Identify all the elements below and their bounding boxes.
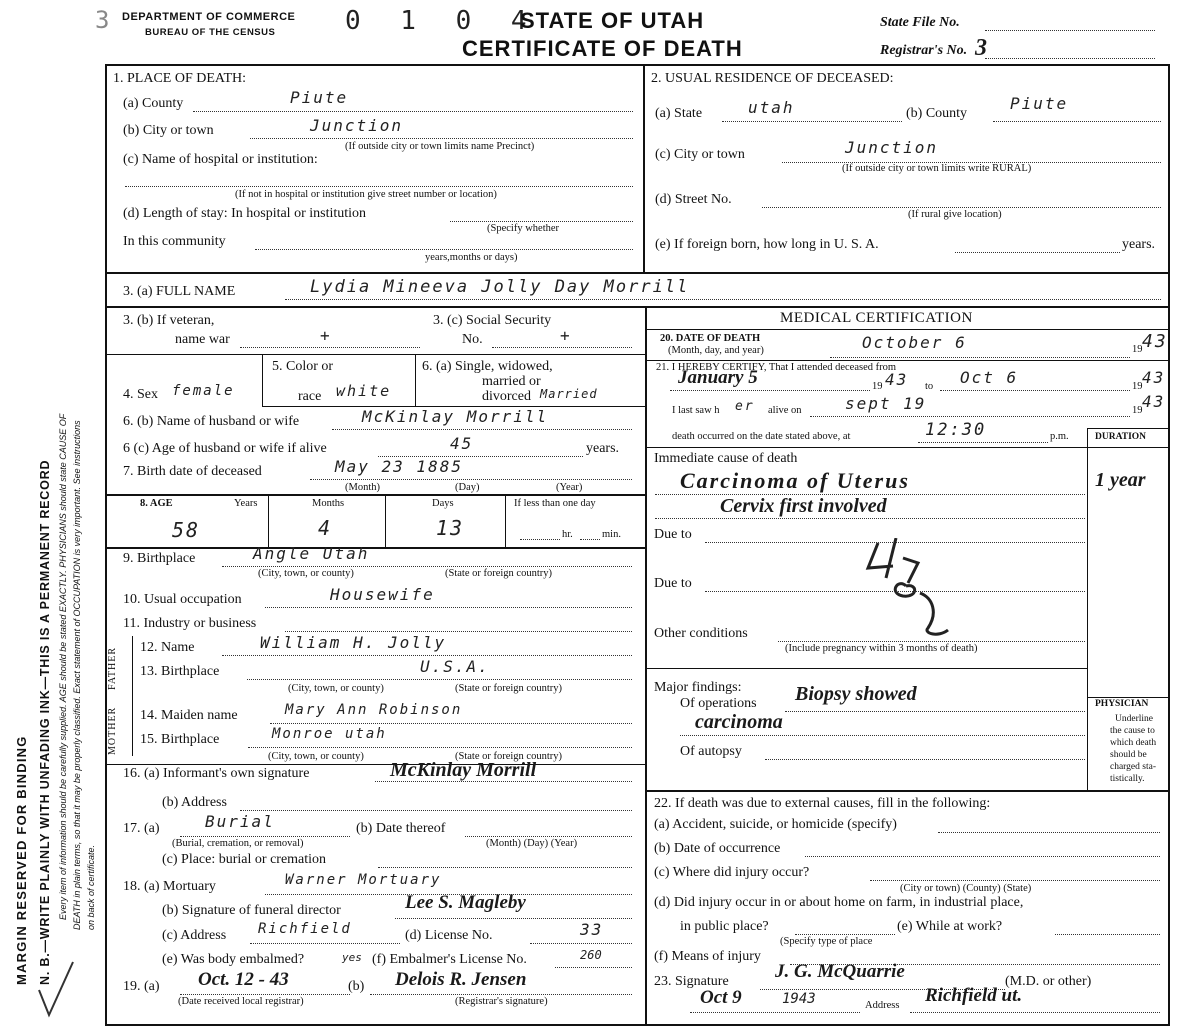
death-city-label: (b) City or town xyxy=(123,123,214,138)
embalmed-label: (e) Was body embalmed? xyxy=(162,952,305,967)
cause-1b: Cervix first involved xyxy=(720,495,887,517)
age-min-label: min. xyxy=(602,529,621,540)
stay-label: (d) Length of stay: In hospital or institution xyxy=(123,206,367,221)
specify-note: (Specify whether xyxy=(487,223,560,234)
operations-value: Biopsy showed xyxy=(795,683,917,705)
attended-from-year: 43 xyxy=(885,370,909,389)
birth-date-label: 7. Birth date of deceased xyxy=(123,464,262,479)
received-note: (Date received local registrar) xyxy=(178,996,304,1007)
informant-signature: McKinlay Morrill xyxy=(390,759,537,781)
marital-value: Married xyxy=(540,387,598,401)
father-name-label: 12. Name xyxy=(140,640,195,655)
md-label: (M.D. or other) xyxy=(1005,974,1092,989)
embalmer-value: 260 xyxy=(580,948,602,962)
operations-value-2: carcinoma xyxy=(695,711,783,733)
res-city-value: Junction xyxy=(845,138,939,157)
margin-line-5: on back of certificate. xyxy=(86,844,96,930)
last-saw-year: 43 xyxy=(1142,392,1166,411)
ss-label: 3. (c) Social Security xyxy=(433,313,552,328)
operations-label: Of operations xyxy=(680,696,757,711)
dod-year: 43 xyxy=(1142,331,1168,352)
age-months-value: 4 xyxy=(318,516,333,540)
ss-value: + xyxy=(560,326,572,345)
birth-year-note: (Year) xyxy=(556,482,583,493)
state-file-label: State File No. xyxy=(880,15,960,30)
last-saw-year-prefix: 19 xyxy=(1132,405,1143,416)
mother-state-note: (State or foreign country) xyxy=(455,751,563,762)
registrar-sig-label: (b) xyxy=(348,979,365,994)
external-d-note: (Specify type of place xyxy=(780,936,873,947)
registrar-signature: Delois R. Jensen xyxy=(395,969,527,990)
attended-to: Oct 6 xyxy=(960,368,1019,387)
death-city-note: (If outside city or town limits name Precinct) xyxy=(345,141,535,152)
birth-month-note: (Month) xyxy=(345,482,380,493)
dod-label: 20. DATE OF DEATH xyxy=(660,333,761,344)
burial-types-note: (Burial, cremation, or removal) xyxy=(172,838,304,849)
due-to-2-label: Due to xyxy=(654,576,692,591)
cause-1: Carcinoma of Uterus xyxy=(680,468,910,493)
war-value: + xyxy=(320,326,332,345)
burial-value: Burial xyxy=(205,812,275,831)
external-a: (a) Accident, suicide, or homicide (specify) xyxy=(654,817,897,832)
burial-label: 17. (a) xyxy=(123,821,160,836)
res-street-note: (If rural give location) xyxy=(908,209,1002,220)
birth-day-note: (Day) xyxy=(455,482,480,493)
director-signature: Lee S. Magleby xyxy=(405,892,526,913)
mother-birth-value: Monroe utah xyxy=(272,726,387,742)
mother-side-label: MOTHER xyxy=(107,706,118,755)
funeral-address-value: Richfield xyxy=(258,921,352,937)
dod-value: October 6 xyxy=(862,333,967,352)
serial-number: 0 1 0 4 xyxy=(345,6,539,36)
death-county-label: (a) County xyxy=(123,96,184,111)
external-heading: 22. If death was due to external causes, fill in the following: xyxy=(654,796,991,811)
last-saw-value: sept 19 xyxy=(845,394,927,413)
foreign-label: (e) If foreign born, how long in U. S. A. xyxy=(655,237,879,252)
embalmer-label: (f) Embalmer's License No. xyxy=(372,952,527,967)
death-city-value: Junction xyxy=(310,116,404,135)
to-label: to xyxy=(925,381,934,392)
age-days-value: 13 xyxy=(436,516,465,540)
funeral-address-label: (c) Address xyxy=(162,928,227,943)
occurred-label: death occurred on the date stated above, at xyxy=(672,431,851,442)
physician-heading: PHYSICIAN xyxy=(1095,699,1149,709)
physician-note-3: which death xyxy=(1110,738,1157,748)
sex-label: 4. Sex xyxy=(123,387,158,402)
community-label: In this community xyxy=(123,234,226,249)
mother-city-note: (City, town, or county) xyxy=(268,751,364,762)
attended-from: January 5 xyxy=(678,367,758,388)
attended-to-year: 43 xyxy=(1142,368,1166,387)
license-label: (d) License No. xyxy=(405,928,493,943)
birthplace-state-note: (State or foreign country) xyxy=(445,568,553,579)
birthplace-city-note: (City, town, or county) xyxy=(258,568,354,579)
physician-note-6: tistically. xyxy=(1110,774,1145,784)
ss-no-label: No. xyxy=(462,332,483,347)
external-e: (e) While at work? xyxy=(897,919,1003,934)
res-street-label: (d) Street No. xyxy=(655,192,732,207)
mother-name-value: Mary Ann Robinson xyxy=(285,702,463,718)
received-value: Oct. 12 - 43 xyxy=(198,969,289,990)
serial-prefix: 3 xyxy=(95,6,122,34)
birth-date-value: May 23 1885 xyxy=(335,457,463,476)
hospital-label: (c) Name of hospital or institution: xyxy=(123,152,318,167)
spouse-value: McKinlay Morrill xyxy=(362,407,549,426)
death-county-value: Piute xyxy=(290,88,349,107)
department-label: DEPARTMENT OF COMMERCE xyxy=(122,11,296,23)
father-name-value: William H. Jolly xyxy=(260,633,447,652)
received-label: 19. (a) xyxy=(123,979,160,994)
signature-label: 23. Signature xyxy=(654,974,729,989)
burial-date-label: (b) Date thereof xyxy=(356,821,446,836)
race-value: white xyxy=(336,382,392,400)
full-name-value: Lydia Mineeva Jolly Day Morrill xyxy=(310,277,690,297)
due-to-1-label: Due to xyxy=(654,527,692,542)
signature-address-label: Address xyxy=(865,1000,900,1011)
medical-heading: MEDICAL CERTIFICATION xyxy=(780,310,973,326)
cause-1-duration: 1 year xyxy=(1095,469,1146,491)
foreign-years-label: years. xyxy=(1122,237,1156,252)
age-years-label: Years xyxy=(234,498,258,509)
immediate-cause-label: Immediate cause of death xyxy=(654,451,798,466)
mother-name-label: 14. Maiden name xyxy=(140,708,238,723)
mortuary-label: 18. (a) Mortuary xyxy=(123,879,216,894)
age-months-label: Months xyxy=(312,498,345,509)
marital-label-2: married or xyxy=(482,374,541,389)
dod-year-prefix: 19 xyxy=(1132,344,1143,355)
color-label: 5. Color or xyxy=(272,359,334,374)
external-f: (f) Means of injury xyxy=(654,949,761,964)
residence-heading: 2. USUAL RESIDENCE OF DECEASED: xyxy=(651,71,894,86)
age-days-label: Days xyxy=(432,498,454,509)
res-state-label: (a) State xyxy=(655,106,703,121)
physician-note-5: charged sta- xyxy=(1110,762,1156,772)
res-city-label: (c) City or town xyxy=(655,147,745,162)
race-label: race xyxy=(298,389,322,404)
bureau-label: BUREAU OF THE CENSUS xyxy=(145,27,276,38)
veteran-label: 3. (b) If veteran, xyxy=(123,313,215,328)
registrar-no-label: Registrar's No. xyxy=(880,43,968,58)
age-hr-label: hr. xyxy=(562,529,573,540)
informant-sig-label: 16. (a) Informant's own signature xyxy=(123,766,310,781)
father-side-label: FATHER xyxy=(107,646,118,690)
external-d2: in public place? xyxy=(680,919,769,934)
spouse-age-label: 6 (c) Age of husband or wife if alive xyxy=(123,441,327,456)
last-saw-fill: er xyxy=(735,399,755,414)
marital-label-3: divorced xyxy=(482,389,531,404)
sex-value: female xyxy=(172,383,235,399)
hospital-note: (If not in hospital or institution give street number or location) xyxy=(235,189,497,200)
age-years-value: 58 xyxy=(172,518,201,542)
marital-label-1: 6. (a) Single, widowed, xyxy=(422,359,553,374)
father-city-note: (City, town, or county) xyxy=(288,683,384,694)
duration-label: DURATION xyxy=(1095,432,1147,442)
mortuary-value: Warner Mortuary xyxy=(285,872,442,888)
father-state-note: (State or foreign country) xyxy=(455,683,563,694)
birthplace-label: 9. Birthplace xyxy=(123,551,196,566)
license-value: 33 xyxy=(580,920,604,939)
pregnancy-note: (Include pregnancy within 3 months of death) xyxy=(785,643,978,654)
registrar-note: (Registrar's signature) xyxy=(455,996,548,1007)
external-d: (d) Did injury occur in or about home on farm, in industrial place, xyxy=(654,895,1024,910)
death-time-suffix: p.m. xyxy=(1050,431,1069,442)
age-less-label: If less than one day xyxy=(514,498,596,509)
margin-line-3: Every item of information should be carefully supplied. AGE should be stated EXACTLY. PHYSICIANS should state CAUSE OF xyxy=(58,413,68,920)
informant-address-label: (b) Address xyxy=(162,795,227,810)
physician-signature: J. G. McQuarrie xyxy=(775,961,905,982)
occupation-value: Housewife xyxy=(330,585,435,604)
burial-mdy-note: (Month) (Day) (Year) xyxy=(486,838,578,849)
physician-note-2: the cause to xyxy=(1110,726,1155,736)
margin-line-2: N. B.—WRITE PLAINLY WITH UNFADING INK—THIS IS A PERMANENT RECORD xyxy=(38,459,52,985)
external-c: (c) Where did injury occur? xyxy=(654,865,810,880)
occupation-label: 10. Usual occupation xyxy=(123,592,242,607)
attended-from-year-prefix: 19 xyxy=(872,381,883,392)
ymd-note: years,months or days) xyxy=(425,252,518,263)
state-title: STATE OF UTAH xyxy=(520,8,705,33)
father-birth-label: 13. Birthplace xyxy=(140,664,220,679)
director-label: (b) Signature of funeral director xyxy=(162,903,341,918)
signature-address: Richfield ut. xyxy=(925,985,1023,1006)
father-birth-value: U.S.A. xyxy=(420,657,490,676)
margin-line-1: MARGIN RESERVED FOR BINDING xyxy=(14,735,29,985)
spouse-age-years: years. xyxy=(586,441,620,456)
dod-note: (Month, day, and year) xyxy=(668,345,764,356)
embalmed-value: yes xyxy=(342,951,362,964)
res-state-value: utah xyxy=(748,98,795,117)
certify-label: 21. I HEREBY CERTIFY, That I attended deceased from xyxy=(656,362,897,373)
death-time: 12:30 xyxy=(925,420,987,440)
burial-place-label: (c) Place: burial or cremation xyxy=(162,852,327,867)
age-label: 8. AGE xyxy=(140,498,173,509)
res-county-label: (b) County xyxy=(906,106,968,121)
attended-to-year-prefix: 19 xyxy=(1132,381,1143,392)
spouse-label: 6. (b) Name of husband or wife xyxy=(123,414,300,429)
full-name-label: 3. (a) FULL NAME xyxy=(123,284,236,299)
major-findings-label: Major findings: xyxy=(654,680,742,695)
certificate-title: CERTIFICATE OF DEATH xyxy=(462,36,743,61)
place-of-death-heading: 1. PLACE OF DEATH: xyxy=(113,71,247,86)
alive-on-label: alive on xyxy=(768,405,802,416)
industry-label: 11. Industry or business xyxy=(123,616,257,631)
signature-date: Oct 9 xyxy=(700,987,742,1008)
res-county-value: Piute xyxy=(1010,94,1069,113)
cause-scribble xyxy=(858,538,958,638)
other-conditions-label: Other conditions xyxy=(654,626,748,641)
autopsy-label: Of autopsy xyxy=(680,744,742,759)
res-city-note: (If outside city or town limits write RURAL) xyxy=(842,163,1032,174)
war-label: name war xyxy=(175,332,230,347)
mother-birth-label: 15. Birthplace xyxy=(140,732,220,747)
signature-year: 1943 xyxy=(782,991,816,1007)
spouse-age-value: 45 xyxy=(450,434,474,453)
margin-line-4: DEATH in plain terms, so that it may be properly classified. Exact statement of OCCUPATION is very important. See instructions xyxy=(72,420,82,930)
physician-note-4: should be xyxy=(1110,750,1147,760)
birthplace-value: Angle Utah xyxy=(253,544,370,563)
last-saw-label: I last saw h xyxy=(672,405,720,416)
physician-note-1: Underline xyxy=(1115,714,1153,724)
check-mark xyxy=(35,960,75,1020)
external-c-note: (City or town) (County) (State) xyxy=(900,883,1032,894)
registrar-no-value: 3 xyxy=(975,35,987,61)
external-b: (b) Date of occurrence xyxy=(654,841,781,856)
